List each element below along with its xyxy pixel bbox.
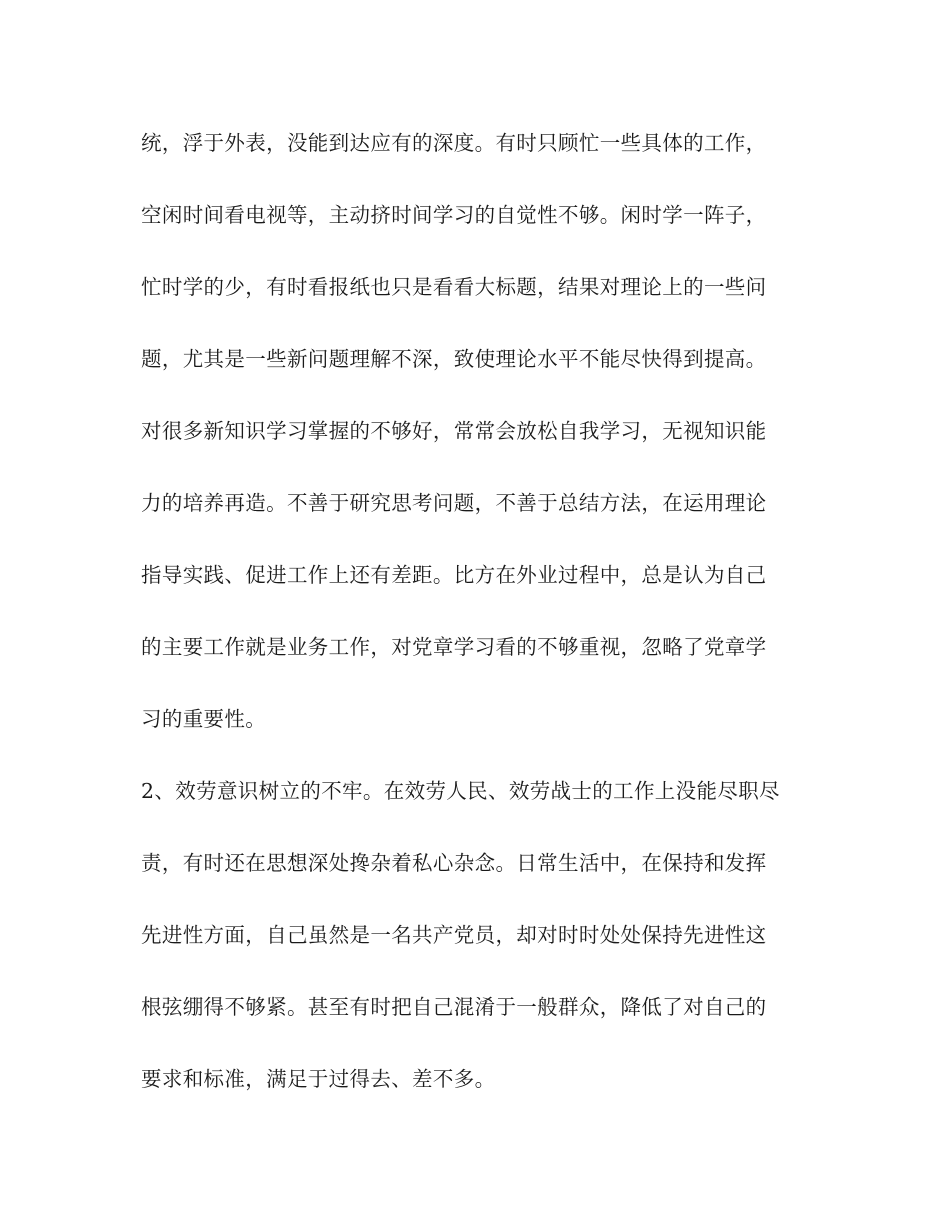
text-line-2: 空闲时间看电视等，主动挤时间学习的自觉性不够。闲时学一阵子， [141, 203, 767, 227]
text-line-12: 先进性方面，自己虽然是一名共产党员，却对时时处处保持先进性这 [141, 923, 767, 947]
text-line-3: 忙时学的少，有时看报纸也只是看看大标题，结果对理论上的一些问 [141, 275, 767, 299]
text-line-5: 对很多新知识学习掌握的不够好，常常会放松自我学习，无视知识能 [141, 419, 767, 443]
text-line-7: 指导实践、促进工作上还有差距。比方在外业过程中，总是认为自己 [141, 563, 767, 587]
text-line-14: 要求和标准，满足于过得去、差不多。 [141, 1067, 496, 1091]
text-line-8: 的主要工作就是业务工作，对党章学习看的不够重视，忽略了党章学 [141, 635, 767, 659]
text-line-13: 根弦绷得不够紧。甚至有时把自己混淆于一般群众，降低了对自己的 [141, 995, 767, 1019]
text-line-10: 2、效劳意识树立的不牢。在效劳人民、效劳战士的工作上没能尽职尽 [141, 779, 780, 803]
text-line-9: 习的重要性。 [141, 707, 267, 731]
text-line-6: 力的培养再造。不善于研究思考问题，不善于总结方法，在运用理论 [141, 491, 767, 515]
text-line-11: 责，有时还在思想深处搀杂着私心杂念。日常生活中，在保持和发挥 [141, 851, 767, 875]
text-line-4: 题，尤其是一些新问题理解不深，致使理论水平不能尽快得到提高。 [141, 347, 767, 371]
text-line-1: 统，浮于外表，没能到达应有的深度。有时只顾忙一些具体的工作， [141, 131, 767, 155]
